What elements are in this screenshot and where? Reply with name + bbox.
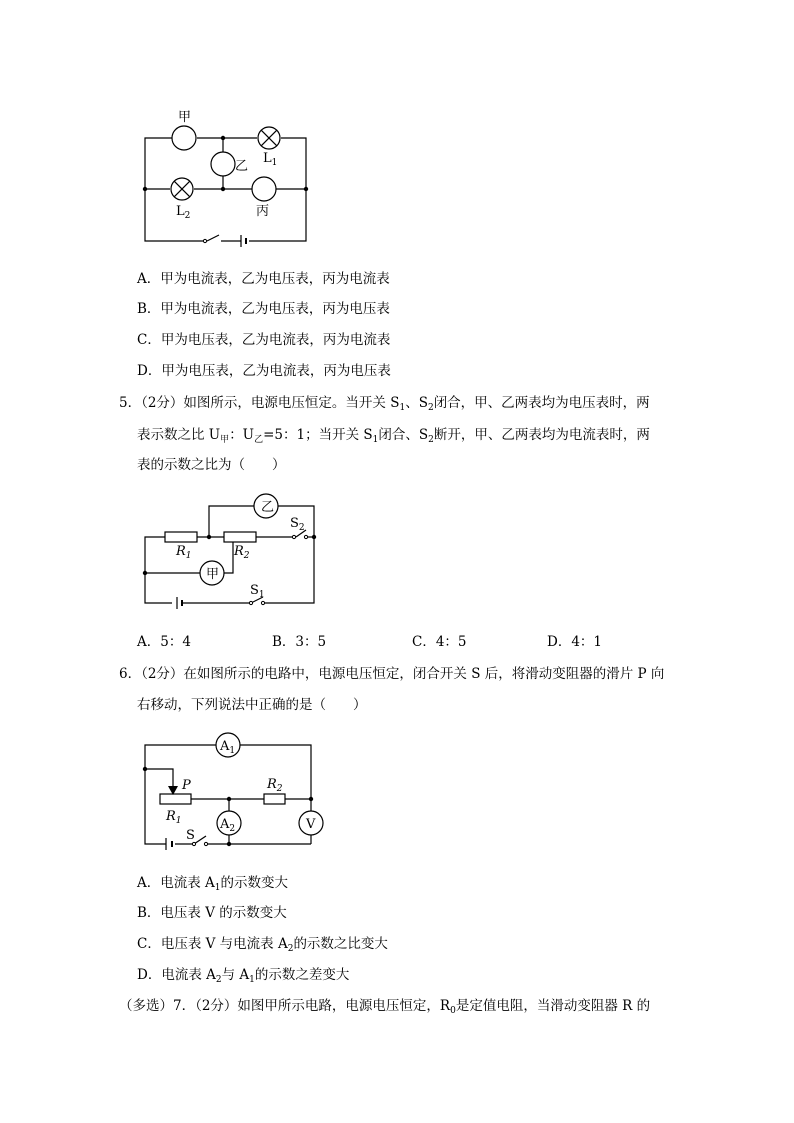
q6-label-V: V <box>306 817 316 832</box>
q4-label-jia: 甲 <box>178 110 192 125</box>
q6-rheostat-R1 <box>160 794 191 804</box>
q6-label-A1: $A_1$ <box>220 739 236 756</box>
q5-option-d[interactable]: D．4：1 <box>547 634 603 650</box>
q7-stem-line1: （多选）7．（2分）如图甲所示电路，电源电压恒定，$R_0$是定值电阻，当滑动变阻器 R 的 <box>119 998 651 1016</box>
q6-stem-line2: 右移动，下列说法中正确的是（ ） <box>137 697 367 713</box>
q5-label-R2: $R_2$ <box>234 544 250 561</box>
q5-resistor-R1 <box>165 532 197 542</box>
q4-option-c[interactable]: C．甲为电压表，乙为电流表，丙为电流表 <box>137 332 391 348</box>
q4-option-a[interactable]: A．甲为电流表，乙为电压表，丙为电流表 <box>137 271 390 287</box>
q4-option-d[interactable]: D．甲为电压表，乙为电流表，丙为电压表 <box>137 363 391 379</box>
q6-switch <box>194 836 206 844</box>
q5-label-S1: $S_1$ <box>250 583 265 600</box>
q6-label-R2: $R_2$ <box>267 777 283 794</box>
q4-label-yi: 乙 <box>235 159 249 174</box>
q5-stem-line3: 表的示数之比为（ ） <box>137 457 286 473</box>
q5-stem-line2: 表示数之比 $U_甲$：$U_乙=5$：1；当开关 $S_1$闭合、$S_2$断开，甲、乙两表均为电流表时，两 <box>137 427 650 445</box>
q6-label-A2: $A_2$ <box>220 817 236 834</box>
q6-resistor-R2 <box>264 794 285 804</box>
q5-resistor-R2 <box>224 532 256 542</box>
q6-label-R1: $R_1$ <box>166 809 182 826</box>
q6-stem-line1: 6．（2分）在如图所示的电路中，电源电压恒定，闭合开关 S 后，将滑动变阻器的滑片 P 向 <box>119 666 665 682</box>
q4-option-b[interactable]: B．甲为电流表，乙为电压表，丙为电压表 <box>137 301 390 317</box>
q4-label-L2: $L_2$ <box>176 204 191 221</box>
q5-circuit-diagram <box>145 494 314 609</box>
q6-option-c[interactable]: C．电压表 V 与电流表 $A_2$的示数之比变大 <box>137 936 388 954</box>
q4-label-L1: $L_1$ <box>263 151 278 168</box>
q4-switch <box>207 235 219 241</box>
q4-meter-jia <box>172 126 196 150</box>
q6-option-a[interactable]: A．电流表 $A_1$的示数变大 <box>137 875 289 893</box>
q5-label-S2: $S_2$ <box>290 516 305 533</box>
q4-meter-yi <box>211 152 235 176</box>
q4-circuit-diagram <box>145 126 306 247</box>
q5-label-jia: 甲 <box>206 567 220 582</box>
q5-stem-line1: 5．（2分）如图所示，电源电压恒定。当开关 $S_1$、$S_2$闭合，甲、乙两表均为电压表时，两 <box>119 395 650 413</box>
q5-option-c[interactable]: C．4：5 <box>412 634 467 650</box>
q5-label-R1: $R_1$ <box>176 544 192 561</box>
q5-option-b[interactable]: B．3：5 <box>272 634 327 650</box>
q5-label-yi: 乙 <box>261 500 275 515</box>
q4-meter-bing <box>252 177 276 201</box>
q6-option-b[interactable]: B．电压表 V 的示数变大 <box>137 905 287 921</box>
q6-label-S: S <box>186 828 195 843</box>
q6-option-d[interactable]: D．电流表 $A_2$与 $A_1$的示数之差变大 <box>137 967 350 985</box>
q6-label-P: P <box>182 778 191 793</box>
q4-label-bing: 丙 <box>256 204 270 219</box>
q5-option-a[interactable]: A．5：4 <box>137 634 191 650</box>
